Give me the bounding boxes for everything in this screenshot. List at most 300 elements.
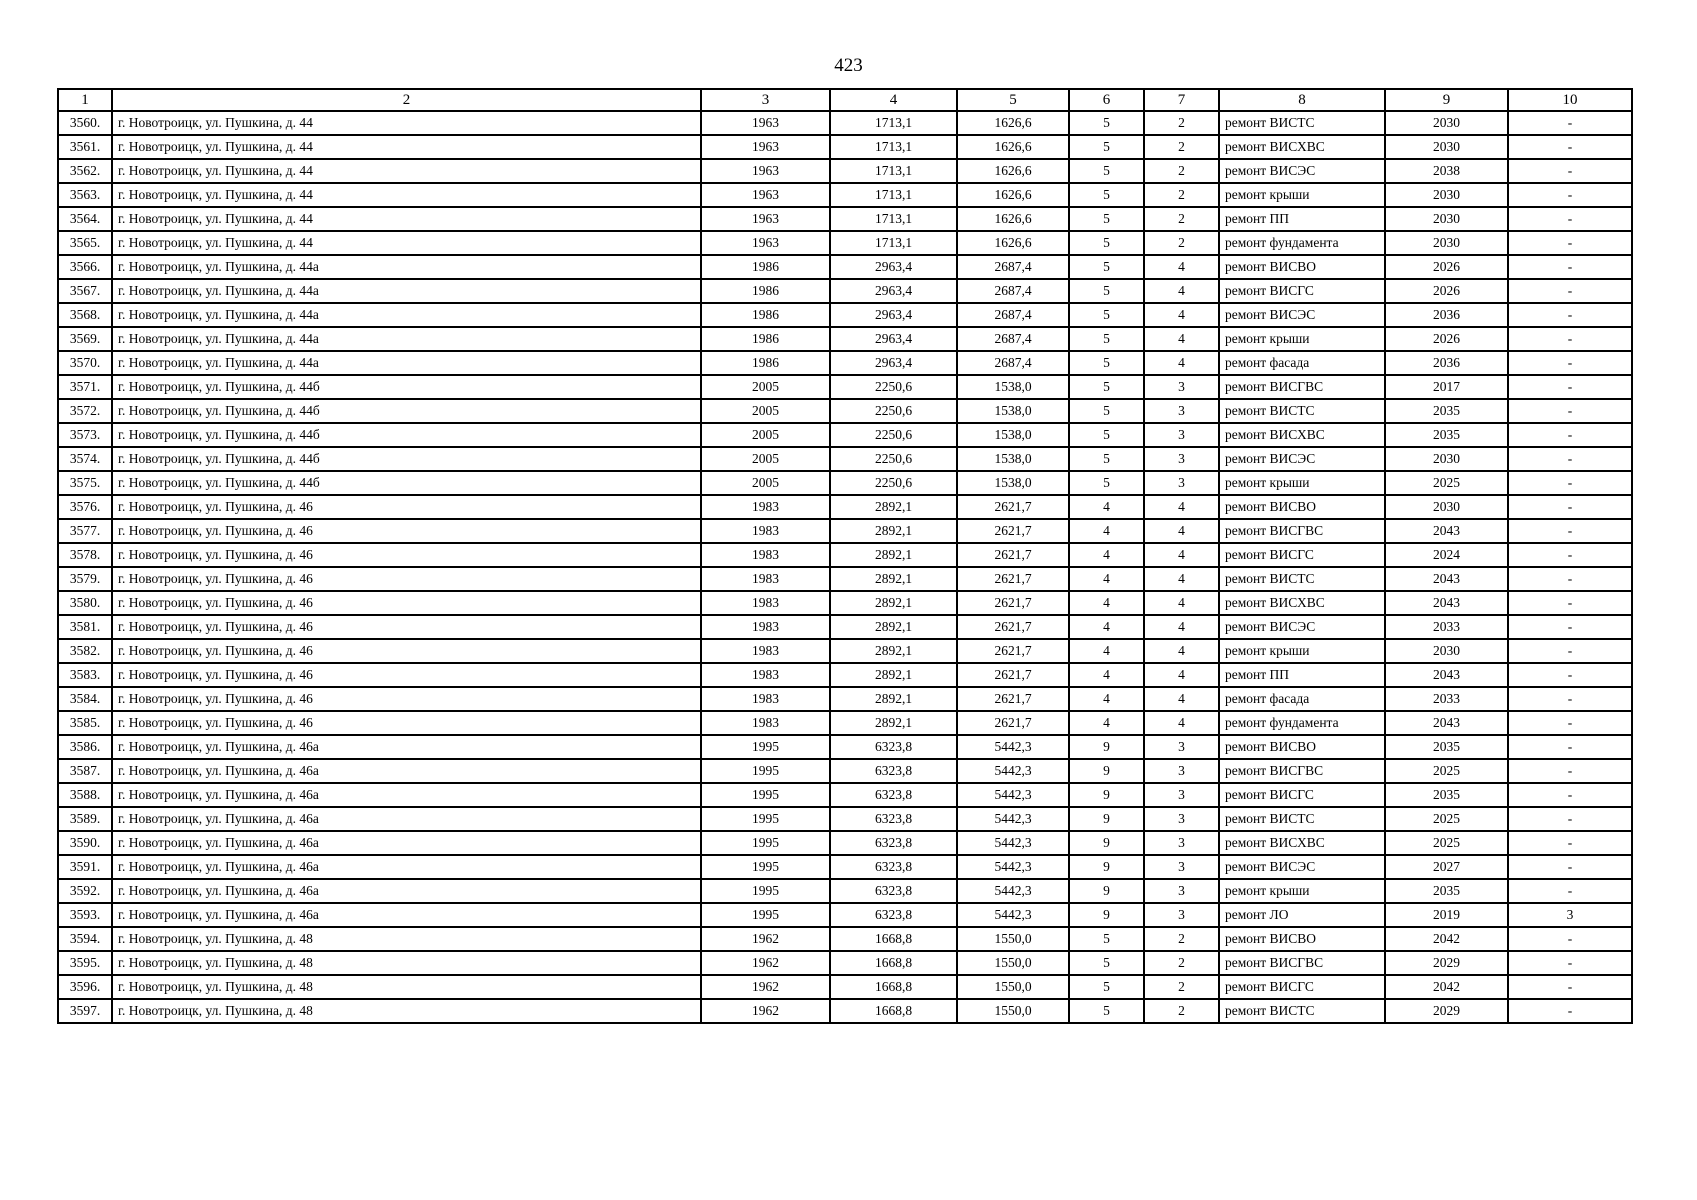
col-living-area-cell: 2621,7: [957, 687, 1069, 711]
col-floors-cell: 5: [1069, 135, 1144, 159]
col-note-cell: -: [1508, 879, 1632, 903]
col-entrances-cell: 2: [1144, 231, 1219, 255]
col-address-cell: г. Новотроицк, ул. Пушкина, д. 48: [112, 975, 701, 999]
col-address-cell: г. Новотроицк, ул. Пушкина, д. 44б: [112, 399, 701, 423]
col-year-cell: 1963: [701, 207, 830, 231]
registry-table: [57, 88, 1633, 1024]
col-year-cell: 1995: [701, 783, 830, 807]
col-note-cell: -: [1508, 231, 1632, 255]
col-year-cell: 1983: [701, 711, 830, 735]
col-year-cell: 1983: [701, 495, 830, 519]
col-work-type-cell: ремонт ВИСТС: [1219, 807, 1385, 831]
table-row: [58, 879, 1632, 903]
col-work-type-cell: ремонт ВИСГВС: [1219, 519, 1385, 543]
col-floors-cell: 9: [1069, 831, 1144, 855]
table-row: [58, 663, 1632, 687]
col-number-cell: 3572.: [58, 399, 112, 423]
col-year-planned-cell: 2030: [1385, 447, 1508, 471]
col-year-planned-cell: 2035: [1385, 399, 1508, 423]
col-living-area-header: 5: [957, 89, 1069, 111]
col-entrances-cell: 4: [1144, 255, 1219, 279]
col-total-area-cell: 2250,6: [830, 423, 957, 447]
col-year-cell: 1963: [701, 183, 830, 207]
col-floors-cell: 9: [1069, 879, 1144, 903]
col-address-cell: г. Новотроицк, ул. Пушкина, д. 46: [112, 687, 701, 711]
table-row: [58, 519, 1632, 543]
col-year-planned-header: 9: [1385, 89, 1508, 111]
col-year-cell: 1995: [701, 735, 830, 759]
col-number-cell: 3591.: [58, 855, 112, 879]
col-year-planned-cell: 2025: [1385, 759, 1508, 783]
col-year-planned-cell: 2033: [1385, 615, 1508, 639]
col-number-cell: 3589.: [58, 807, 112, 831]
col-work-type-cell: ремонт ВИСТС: [1219, 567, 1385, 591]
col-year-planned-cell: 2019: [1385, 903, 1508, 927]
col-work-type-cell: ремонт ПП: [1219, 663, 1385, 687]
col-entrances-cell: 4: [1144, 567, 1219, 591]
col-year-cell: 1983: [701, 639, 830, 663]
col-living-area-cell: 2621,7: [957, 567, 1069, 591]
col-note-cell: -: [1508, 999, 1632, 1023]
table-row: [58, 831, 1632, 855]
col-year-cell: 2005: [701, 375, 830, 399]
col-total-area-cell: 2250,6: [830, 471, 957, 495]
col-living-area-cell: 1626,6: [957, 159, 1069, 183]
table-row: [58, 951, 1632, 975]
col-year-cell: 1995: [701, 879, 830, 903]
col-floors-cell: 5: [1069, 111, 1144, 135]
col-floors-cell: 5: [1069, 975, 1144, 999]
table-row: [58, 375, 1632, 399]
col-year-planned-cell: 2026: [1385, 279, 1508, 303]
col-number-cell: 3597.: [58, 999, 112, 1023]
col-year-cell: 1986: [701, 327, 830, 351]
col-total-area-cell: 1668,8: [830, 975, 957, 999]
col-living-area-cell: 1626,6: [957, 135, 1069, 159]
col-year-planned-cell: 2030: [1385, 135, 1508, 159]
col-total-area-cell: 2963,4: [830, 351, 957, 375]
col-total-area-cell: 2250,6: [830, 375, 957, 399]
col-year-planned-cell: 2025: [1385, 807, 1508, 831]
col-total-area-cell: 6323,8: [830, 855, 957, 879]
col-total-area-cell: 2963,4: [830, 279, 957, 303]
col-year-cell: 1995: [701, 831, 830, 855]
col-floors-cell: 4: [1069, 639, 1144, 663]
col-note-cell: -: [1508, 927, 1632, 951]
table-row: [58, 423, 1632, 447]
col-floors-cell: 5: [1069, 927, 1144, 951]
col-number-cell: 3587.: [58, 759, 112, 783]
col-total-area-cell: 2892,1: [830, 663, 957, 687]
col-work-type-cell: ремонт ВИСЭС: [1219, 855, 1385, 879]
col-work-type-cell: ремонт ЛО: [1219, 903, 1385, 927]
col-address-cell: г. Новотроицк, ул. Пушкина, д. 46: [112, 519, 701, 543]
col-floors-cell: 5: [1069, 183, 1144, 207]
col-number-cell: 3590.: [58, 831, 112, 855]
col-entrances-cell: 2: [1144, 183, 1219, 207]
col-year-cell: 1986: [701, 351, 830, 375]
col-living-area-cell: 2687,4: [957, 327, 1069, 351]
col-address-cell: г. Новотроицк, ул. Пушкина, д. 44б: [112, 471, 701, 495]
col-floors-cell: 4: [1069, 663, 1144, 687]
col-total-area-cell: 2963,4: [830, 303, 957, 327]
col-number-cell: 3588.: [58, 783, 112, 807]
col-note-cell: -: [1508, 351, 1632, 375]
col-floors-cell: 5: [1069, 999, 1144, 1023]
col-number-cell: 3592.: [58, 879, 112, 903]
col-note-cell: -: [1508, 735, 1632, 759]
col-living-area-cell: 2621,7: [957, 519, 1069, 543]
col-address-cell: г. Новотроицк, ул. Пушкина, д. 44: [112, 207, 701, 231]
col-living-area-cell: 2621,7: [957, 663, 1069, 687]
col-entrances-cell: 3: [1144, 807, 1219, 831]
col-floors-cell: 5: [1069, 423, 1144, 447]
col-total-area-cell: 2892,1: [830, 543, 957, 567]
col-work-type-cell: ремонт ВИСГВС: [1219, 375, 1385, 399]
col-number-cell: 3577.: [58, 519, 112, 543]
col-entrances-cell: 3: [1144, 735, 1219, 759]
col-total-area-cell: 1713,1: [830, 135, 957, 159]
col-living-area-cell: 2621,7: [957, 591, 1069, 615]
table-row: [58, 639, 1632, 663]
col-entrances-cell: 4: [1144, 711, 1219, 735]
col-note-cell: -: [1508, 639, 1632, 663]
col-work-type-cell: ремонт фундамента: [1219, 231, 1385, 255]
table-row: [58, 927, 1632, 951]
col-work-type-cell: ремонт ПП: [1219, 207, 1385, 231]
col-year-cell: 1963: [701, 111, 830, 135]
col-year-cell: 1962: [701, 927, 830, 951]
table-row: [58, 135, 1632, 159]
col-entrances-cell: 2: [1144, 111, 1219, 135]
table-row: [58, 543, 1632, 567]
col-work-type-cell: ремонт ВИСЭС: [1219, 615, 1385, 639]
table-row: [58, 183, 1632, 207]
header-row: [58, 89, 1632, 111]
col-entrances-cell: 4: [1144, 615, 1219, 639]
col-note-cell: -: [1508, 543, 1632, 567]
col-work-type-cell: ремонт ВИСХВС: [1219, 423, 1385, 447]
col-entrances-cell: 4: [1144, 495, 1219, 519]
table-row: [58, 567, 1632, 591]
col-note-cell: -: [1508, 663, 1632, 687]
col-total-area-cell: 1713,1: [830, 231, 957, 255]
table-row: [58, 159, 1632, 183]
col-note-cell: -: [1508, 807, 1632, 831]
col-living-area-cell: 2621,7: [957, 639, 1069, 663]
col-number-header: 1: [58, 89, 112, 111]
col-year-planned-cell: 2043: [1385, 591, 1508, 615]
col-work-type-cell: ремонт ВИСВО: [1219, 255, 1385, 279]
col-year-cell: 1983: [701, 591, 830, 615]
col-address-cell: г. Новотроицк, ул. Пушкина, д. 46а: [112, 855, 701, 879]
col-year-cell: 1995: [701, 855, 830, 879]
col-living-area-cell: 1550,0: [957, 999, 1069, 1023]
col-total-area-cell: 1713,1: [830, 207, 957, 231]
col-note-cell: -: [1508, 423, 1632, 447]
col-floors-cell: 5: [1069, 255, 1144, 279]
col-total-area-cell: 2963,4: [830, 327, 957, 351]
col-year-cell: 1983: [701, 663, 830, 687]
col-living-area-cell: 2621,7: [957, 615, 1069, 639]
col-year-planned-cell: 2033: [1385, 687, 1508, 711]
col-work-type-cell: ремонт ВИСВО: [1219, 927, 1385, 951]
col-entrances-cell: 4: [1144, 279, 1219, 303]
col-total-area-cell: 6323,8: [830, 831, 957, 855]
col-year-planned-cell: 2024: [1385, 543, 1508, 567]
col-living-area-cell: 5442,3: [957, 831, 1069, 855]
col-work-type-cell: ремонт фасада: [1219, 351, 1385, 375]
col-living-area-cell: 5442,3: [957, 903, 1069, 927]
col-year-planned-cell: 2030: [1385, 207, 1508, 231]
col-year-cell: 1983: [701, 567, 830, 591]
col-total-area-cell: 2963,4: [830, 255, 957, 279]
col-year-planned-cell: 2025: [1385, 471, 1508, 495]
col-living-area-cell: 5442,3: [957, 807, 1069, 831]
col-year-planned-cell: 2038: [1385, 159, 1508, 183]
col-note-cell: 3: [1508, 903, 1632, 927]
col-address-cell: г. Новотроицк, ул. Пушкина, д. 46: [112, 567, 701, 591]
col-year-cell: 1986: [701, 279, 830, 303]
col-entrances-cell: 2: [1144, 975, 1219, 999]
col-living-area-cell: 2687,4: [957, 351, 1069, 375]
col-living-area-cell: 1538,0: [957, 423, 1069, 447]
page-number: 423: [834, 55, 863, 76]
col-year-planned-cell: 2030: [1385, 231, 1508, 255]
col-year-cell: 1995: [701, 807, 830, 831]
col-address-cell: г. Новотроицк, ул. Пушкина, д. 44а: [112, 351, 701, 375]
col-number-cell: 3578.: [58, 543, 112, 567]
col-year-cell: 1962: [701, 951, 830, 975]
col-entrances-cell: 3: [1144, 831, 1219, 855]
col-total-area-cell: 2892,1: [830, 495, 957, 519]
col-note-cell: -: [1508, 855, 1632, 879]
col-floors-cell: 5: [1069, 471, 1144, 495]
col-living-area-cell: 5442,3: [957, 735, 1069, 759]
col-entrances-cell: 3: [1144, 903, 1219, 927]
col-entrances-cell: 3: [1144, 447, 1219, 471]
col-living-area-cell: 1626,6: [957, 207, 1069, 231]
col-year-planned-cell: 2043: [1385, 663, 1508, 687]
col-year-cell: 1963: [701, 159, 830, 183]
col-year-planned-cell: 2025: [1385, 831, 1508, 855]
col-address-cell: г. Новотроицк, ул. Пушкина, д. 46: [112, 663, 701, 687]
col-number-cell: 3582.: [58, 639, 112, 663]
table-row: [58, 255, 1632, 279]
col-number-cell: 3567.: [58, 279, 112, 303]
col-note-cell: -: [1508, 831, 1632, 855]
col-entrances-cell: 3: [1144, 375, 1219, 399]
col-living-area-cell: 2621,7: [957, 543, 1069, 567]
col-number-cell: 3584.: [58, 687, 112, 711]
col-floors-cell: 9: [1069, 807, 1144, 831]
col-year-cell: 2005: [701, 471, 830, 495]
col-year-planned-cell: 2035: [1385, 735, 1508, 759]
col-note-cell: -: [1508, 567, 1632, 591]
col-floors-cell: 5: [1069, 375, 1144, 399]
col-total-area-cell: 6323,8: [830, 783, 957, 807]
col-work-type-cell: ремонт ВИСГС: [1219, 543, 1385, 567]
col-living-area-cell: 1550,0: [957, 927, 1069, 951]
col-note-cell: -: [1508, 327, 1632, 351]
col-living-area-cell: 2687,4: [957, 279, 1069, 303]
col-note-cell: -: [1508, 447, 1632, 471]
col-floors-cell: 5: [1069, 207, 1144, 231]
col-address-cell: г. Новотроицк, ул. Пушкина, д. 44а: [112, 255, 701, 279]
col-note-cell: -: [1508, 975, 1632, 999]
col-number-cell: 3595.: [58, 951, 112, 975]
col-work-type-cell: ремонт ВИСТС: [1219, 111, 1385, 135]
col-note-cell: -: [1508, 591, 1632, 615]
col-floors-cell: 5: [1069, 303, 1144, 327]
col-note-cell: -: [1508, 519, 1632, 543]
col-living-area-cell: 1550,0: [957, 951, 1069, 975]
col-entrances-header: 7: [1144, 89, 1219, 111]
col-work-type-cell: ремонт ВИСХВС: [1219, 831, 1385, 855]
col-year-planned-cell: 2029: [1385, 999, 1508, 1023]
col-year-cell: 2005: [701, 447, 830, 471]
col-living-area-cell: 2621,7: [957, 495, 1069, 519]
col-number-cell: 3583.: [58, 663, 112, 687]
col-floors-cell: 4: [1069, 519, 1144, 543]
col-year-planned-cell: 2035: [1385, 879, 1508, 903]
col-address-cell: г. Новотроицк, ул. Пушкина, д. 44а: [112, 303, 701, 327]
col-floors-cell: 4: [1069, 543, 1144, 567]
col-address-cell: г. Новотроицк, ул. Пушкина, д. 44: [112, 231, 701, 255]
col-total-area-cell: 1713,1: [830, 159, 957, 183]
table-row: [58, 855, 1632, 879]
col-entrances-cell: 3: [1144, 471, 1219, 495]
col-floors-cell: 4: [1069, 567, 1144, 591]
col-year-planned-cell: 2030: [1385, 111, 1508, 135]
col-address-cell: г. Новотроицк, ул. Пушкина, д. 44б: [112, 375, 701, 399]
col-year-cell: 2005: [701, 399, 830, 423]
col-entrances-cell: 2: [1144, 927, 1219, 951]
col-work-type-cell: ремонт крыши: [1219, 639, 1385, 663]
col-total-area-cell: 6323,8: [830, 903, 957, 927]
col-note-cell: -: [1508, 783, 1632, 807]
col-living-area-cell: 1550,0: [957, 975, 1069, 999]
col-living-area-cell: 5442,3: [957, 879, 1069, 903]
col-year-cell: 1983: [701, 687, 830, 711]
col-entrances-cell: 4: [1144, 327, 1219, 351]
table-row: [58, 711, 1632, 735]
col-work-type-cell: ремонт крыши: [1219, 471, 1385, 495]
col-entrances-cell: 2: [1144, 951, 1219, 975]
table-row: [58, 351, 1632, 375]
table-row: [58, 279, 1632, 303]
col-note-cell: -: [1508, 495, 1632, 519]
table-row: [58, 591, 1632, 615]
col-living-area-cell: 5442,3: [957, 855, 1069, 879]
col-address-cell: г. Новотроицк, ул. Пушкина, д. 48: [112, 951, 701, 975]
table-row: [58, 903, 1632, 927]
col-address-cell: г. Новотроицк, ул. Пушкина, д. 46а: [112, 831, 701, 855]
col-year-cell: 1963: [701, 135, 830, 159]
col-year-planned-cell: 2030: [1385, 495, 1508, 519]
col-entrances-cell: 4: [1144, 591, 1219, 615]
col-total-area-cell: 1713,1: [830, 183, 957, 207]
col-year-planned-cell: 2035: [1385, 423, 1508, 447]
col-work-type-cell: ремонт ВИСГС: [1219, 279, 1385, 303]
col-total-area-cell: 2250,6: [830, 447, 957, 471]
col-entrances-cell: 3: [1144, 879, 1219, 903]
col-work-type-cell: ремонт ВИСГС: [1219, 783, 1385, 807]
col-floors-cell: 5: [1069, 951, 1144, 975]
col-address-cell: г. Новотроицк, ул. Пушкина, д. 46: [112, 543, 701, 567]
col-note-cell: -: [1508, 615, 1632, 639]
table-row: [58, 735, 1632, 759]
table-row: [58, 615, 1632, 639]
col-note-cell: -: [1508, 111, 1632, 135]
col-year-planned-cell: 2036: [1385, 351, 1508, 375]
table-row: [58, 783, 1632, 807]
col-year-planned-cell: 2043: [1385, 519, 1508, 543]
col-address-cell: г. Новотроицк, ул. Пушкина, д. 46а: [112, 783, 701, 807]
col-number-cell: 3575.: [58, 471, 112, 495]
table-row: [58, 327, 1632, 351]
col-note-cell: -: [1508, 183, 1632, 207]
col-entrances-cell: 4: [1144, 687, 1219, 711]
table-row: [58, 975, 1632, 999]
col-floors-cell: 9: [1069, 903, 1144, 927]
col-year-planned-cell: 2035: [1385, 783, 1508, 807]
table-row: [58, 471, 1632, 495]
col-floors-cell: 4: [1069, 591, 1144, 615]
col-living-area-cell: 1626,6: [957, 111, 1069, 135]
col-entrances-cell: 3: [1144, 855, 1219, 879]
col-work-type-cell: ремонт ВИСЭС: [1219, 159, 1385, 183]
col-floors-cell: 5: [1069, 327, 1144, 351]
col-year-planned-cell: 2027: [1385, 855, 1508, 879]
table-row: [58, 999, 1632, 1023]
col-address-cell: г. Новотроицк, ул. Пушкина, д. 46: [112, 639, 701, 663]
col-number-cell: 3566.: [58, 255, 112, 279]
col-floors-cell: 9: [1069, 855, 1144, 879]
col-address-cell: г. Новотроицк, ул. Пушкина, д. 46: [112, 711, 701, 735]
col-floors-cell: 4: [1069, 711, 1144, 735]
col-note-cell: -: [1508, 951, 1632, 975]
col-year-cell: 1983: [701, 543, 830, 567]
table-row: [58, 111, 1632, 135]
col-address-cell: г. Новотроицк, ул. Пушкина, д. 46: [112, 495, 701, 519]
col-note-cell: -: [1508, 255, 1632, 279]
col-year-cell: 1995: [701, 903, 830, 927]
col-year-planned-cell: 2030: [1385, 183, 1508, 207]
col-entrances-cell: 3: [1144, 399, 1219, 423]
col-work-type-cell: ремонт ВИСХВС: [1219, 591, 1385, 615]
col-address-cell: г. Новотроицк, ул. Пушкина, д. 46а: [112, 879, 701, 903]
col-floors-cell: 4: [1069, 687, 1144, 711]
col-entrances-cell: 4: [1144, 639, 1219, 663]
col-number-cell: 3573.: [58, 423, 112, 447]
col-number-cell: 3562.: [58, 159, 112, 183]
col-entrances-cell: 3: [1144, 423, 1219, 447]
col-work-type-cell: ремонт ВИСЭС: [1219, 447, 1385, 471]
col-year-planned-cell: 2042: [1385, 927, 1508, 951]
col-work-type-cell: ремонт крыши: [1219, 879, 1385, 903]
col-number-cell: 3586.: [58, 735, 112, 759]
col-living-area-cell: 1626,6: [957, 183, 1069, 207]
col-work-type-cell: ремонт ВИСГВС: [1219, 951, 1385, 975]
col-year-cell: 2005: [701, 423, 830, 447]
col-year-cell: 1962: [701, 999, 830, 1023]
col-floors-cell: 5: [1069, 231, 1144, 255]
col-number-cell: 3579.: [58, 567, 112, 591]
col-address-cell: г. Новотроицк, ул. Пушкина, д. 44: [112, 159, 701, 183]
col-total-area-cell: 2892,1: [830, 519, 957, 543]
col-floors-cell: 9: [1069, 735, 1144, 759]
